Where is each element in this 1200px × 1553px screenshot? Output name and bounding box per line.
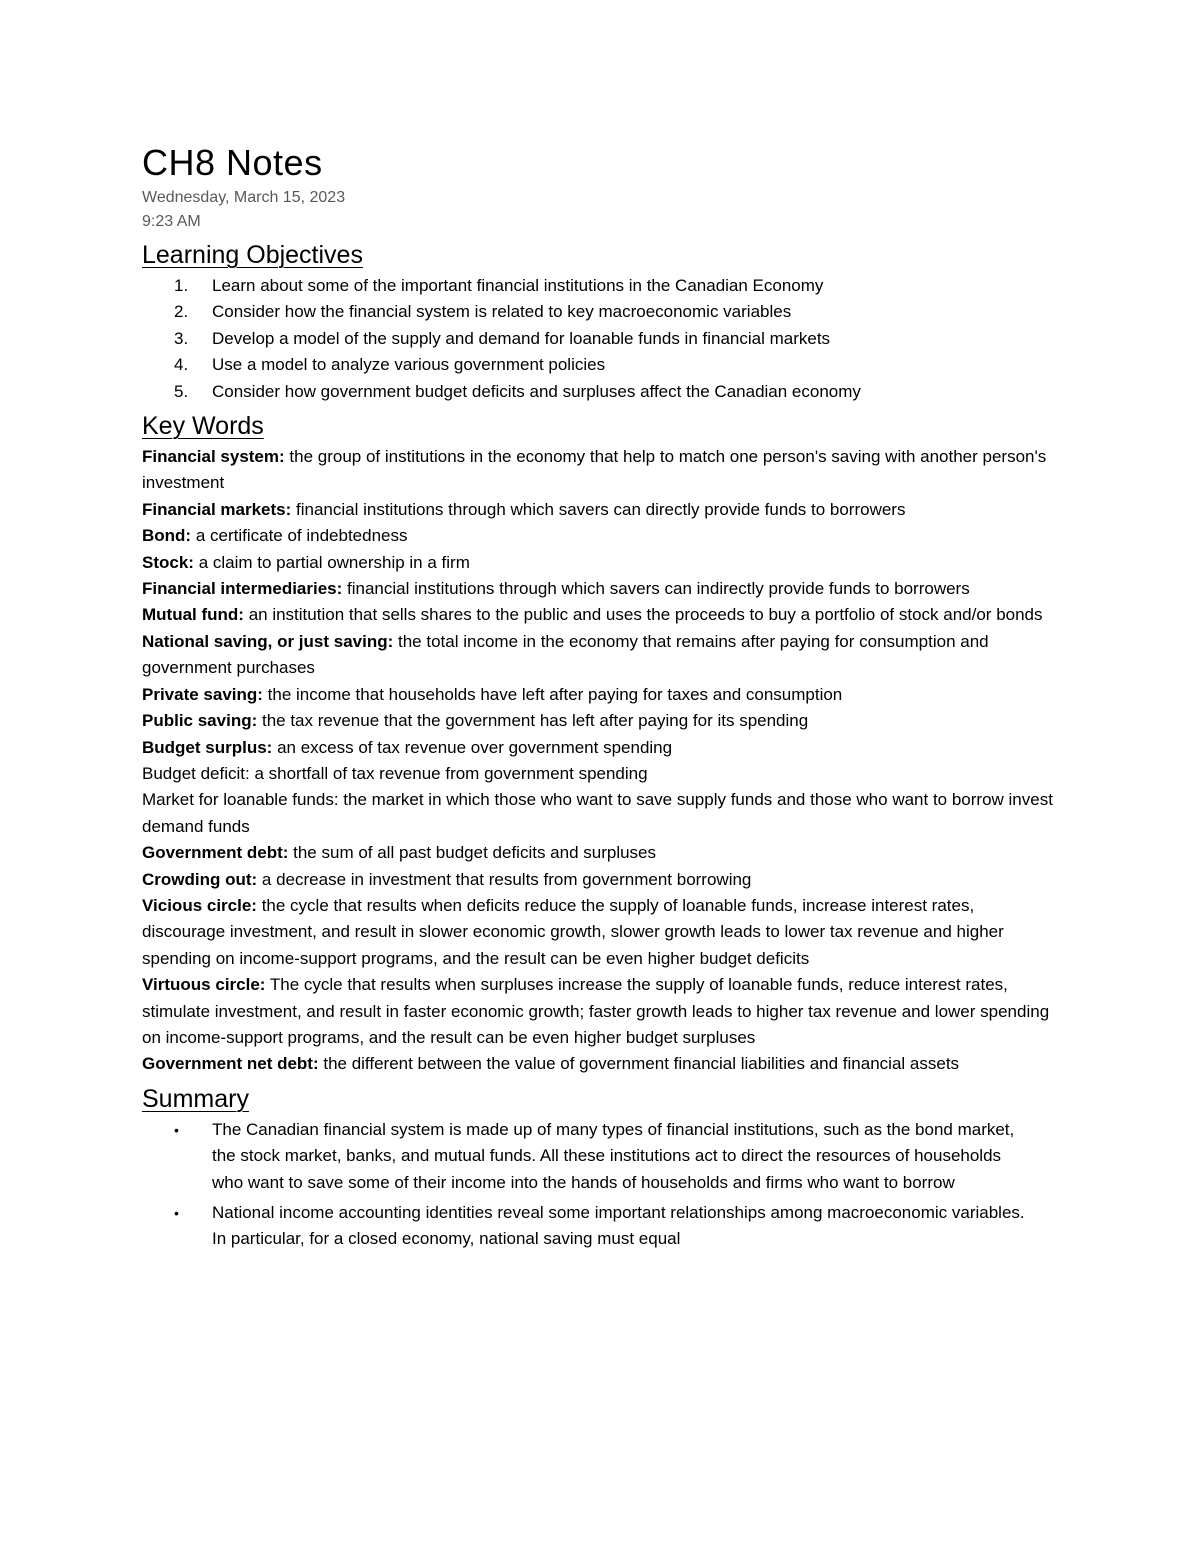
keyword-entry: [142, 602, 1062, 628]
summary-list: [142, 1117, 1062, 1253]
list-item-text: Consider how the financial system is related to key macroeconomic variables: [212, 302, 792, 322]
list-item-text: Consider how government budget deficits and surpluses affect the Canadian economy: [212, 381, 861, 401]
note-date: Wednesday, March 15, 2023: [142, 189, 346, 206]
keyword-entry: [142, 972, 1062, 1051]
keyword-definition: the different between the value of government financial liabilities and financial assets: [318, 1054, 960, 1074]
keyword-definition: The cycle that results when surpluses increase the supply of loanable funds, reduce interest rates, stimulate investment, and result in faster economic growth; faster growth leads to higher tax revenue and lower spending on income-support programs, and the result can be even higher budget surpluses: [142, 975, 1050, 1047]
note-time: 9:23 AM: [142, 213, 201, 230]
list-item-text: National income accounting identities reveal some important relationships among macroeconomic variables. In particular, for a closed economy, national saving must equal: [212, 1203, 1025, 1249]
bullet-icon: •: [174, 1121, 179, 1138]
keyword-definition: Budget deficit: a shortfall of tax revenue from government spending: [142, 763, 648, 783]
note-page: [142, 140, 1062, 1257]
keyword-entry: [142, 840, 1062, 866]
keyword-entry: [142, 867, 1062, 893]
list-number: 2.: [174, 302, 189, 322]
list-number: 5.: [174, 381, 189, 401]
keyword-term: Virtuous circle:: [142, 975, 266, 995]
keyword-entry: [142, 787, 1062, 840]
list-item: [142, 352, 1062, 378]
summary-heading: Summary: [142, 1084, 249, 1113]
keyword-term: National saving, or just saving:: [142, 631, 394, 651]
keyword-term: Crowding out:: [142, 869, 258, 889]
keyword-definition: the group of institutions in the economy that help to match one person's saving with another person's investment: [142, 447, 1047, 493]
list-item-text: Develop a model of the supply and demand for loanable funds in financial markets: [212, 328, 831, 348]
keyword-term: Private saving:: [142, 684, 263, 704]
keyword-term: Financial markets:: [142, 499, 292, 519]
keyword-term: Budget surplus:: [142, 737, 273, 757]
keyword-definition: a claim to partial ownership in a firm: [193, 552, 470, 572]
keyword-definition: the sum of all past budget deficits and surpluses: [288, 843, 657, 863]
keyword-definition: financial institutions through which savers can indirectly provide funds to borrowers: [342, 579, 970, 599]
list-item-text: Learn about some of the important financial institutions in the Canadian Economy: [212, 276, 824, 295]
list-number: 4.: [174, 355, 189, 375]
keyword-term: Financial intermediaries:: [142, 579, 343, 599]
keyword-definition: the income that households have left after paying for taxes and consumption: [262, 684, 843, 704]
list-item-text: Use a model to analyze various government policies: [212, 355, 606, 375]
page-title: CH8 Notes: [142, 142, 323, 183]
keyword-definition: financial institutions through which savers can directly provide funds to borrowers: [291, 499, 906, 519]
keyword-entry: [142, 735, 1062, 761]
keyword-definition: an excess of tax revenue over government spending: [272, 737, 673, 757]
key-words-list: [142, 444, 1062, 1078]
list-item: [142, 1117, 1062, 1196]
keyword-definition: a decrease in investment that results from government borrowing: [257, 869, 752, 889]
list-item: [142, 379, 1062, 405]
keyword-entry: [142, 523, 1062, 549]
list-number: 1.: [174, 276, 189, 295]
keyword-entry: [142, 1051, 1062, 1077]
keyword-definition: the cycle that results when deficits reduce the supply of loanable funds, increase interest rates, discourage investment, and result in slower economic growth, slower growth leads to lower tax revenue and higher spending on income-support programs, and the result can be even higher budget deficits: [142, 895, 1004, 968]
keyword-term: Bond:: [142, 526, 192, 546]
keyword-term: Government debt:: [142, 843, 289, 863]
keyword-entry: [142, 629, 1062, 682]
keyword-term: Public saving:: [142, 711, 258, 731]
keyword-definition: the total income in the economy that remains after paying for consumption and government purchases: [142, 631, 989, 678]
learning-objectives-list: [142, 273, 1062, 405]
keyword-term: Financial system:: [142, 447, 285, 467]
list-item: [142, 299, 1062, 325]
list-item: [142, 1200, 1062, 1253]
keyword-entry: [142, 893, 1062, 972]
keyword-definition: a certificate of indebtedness: [191, 526, 408, 546]
keyword-entry: [142, 550, 1062, 576]
keyword-entry: [142, 708, 1062, 734]
list-item: [142, 273, 1062, 299]
keyword-definition: Market for loanable funds: the market in which those who want to save supply funds and those who want to borrow invest demand funds: [142, 790, 1053, 836]
list-item-text: The Canadian financial system is made up of many types of financial institutions, such as the bond market, the stock market, banks, and mutual funds. All these institutions act to direct the resources of households who want to save some of their income into the hands of households and firms who want to borrow: [212, 1119, 1015, 1192]
keyword-term: Mutual fund:: [142, 605, 244, 625]
keyword-definition: an institution that sells shares to the public and uses the proceeds to buy a portfolio of stock and/or bonds: [243, 605, 1043, 625]
bullet-icon: •: [174, 1205, 179, 1221]
keyword-entry: [142, 576, 1062, 602]
list-number: 3.: [174, 328, 189, 348]
keyword-entry: [142, 682, 1062, 708]
keyword-definition: the tax revenue that the government has left after paying for its spending: [257, 711, 809, 731]
keyword-term: Government net debt:: [142, 1054, 319, 1074]
keyword-term: Stock:: [142, 552, 194, 572]
learning-objectives-heading: Learning Objectives: [142, 241, 363, 269]
keyword-entry: [142, 497, 1062, 523]
keyword-entry: [142, 761, 1062, 787]
key-words-heading: Key Words: [142, 412, 264, 441]
keyword-entry: [142, 444, 1062, 497]
list-item: [142, 326, 1062, 352]
keyword-term: Vicious circle:: [142, 895, 257, 915]
